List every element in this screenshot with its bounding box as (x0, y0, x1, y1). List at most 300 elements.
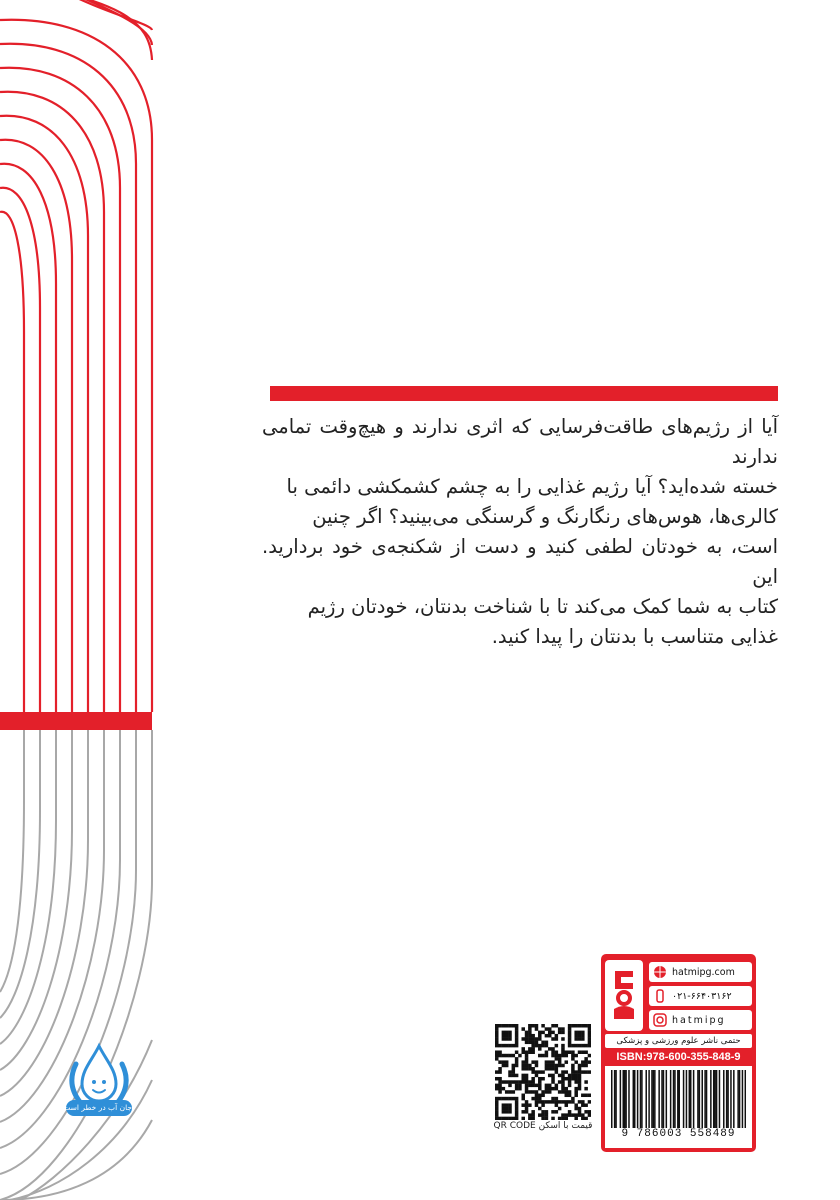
qr-module (588, 1031, 591, 1035)
qr-module (571, 1050, 575, 1054)
qr-module (508, 1097, 512, 1101)
qr-module (508, 1090, 512, 1094)
qr-module (528, 1050, 532, 1054)
barcode-bar (723, 1070, 725, 1128)
barcode-bar (686, 1070, 688, 1128)
barcode-bar (645, 1070, 647, 1128)
qr-module (515, 1103, 519, 1107)
qr-module (581, 1024, 585, 1028)
qr-module (502, 1117, 506, 1120)
qr-module (498, 1050, 502, 1054)
qr-module (512, 1070, 516, 1074)
qr-module (498, 1084, 502, 1088)
qr-module (578, 1044, 582, 1048)
qr-module (512, 1080, 516, 1084)
qr-module (495, 1057, 499, 1061)
qr-module (561, 1080, 565, 1084)
barcode-bar (640, 1070, 642, 1128)
barcode-bar (615, 1070, 617, 1128)
qr-module (508, 1031, 512, 1035)
qr-module (495, 1034, 499, 1038)
qr-module (502, 1024, 506, 1028)
qr-module (521, 1094, 525, 1098)
qr-module (535, 1084, 539, 1088)
qr-module (521, 1037, 525, 1041)
qr-module (498, 1077, 502, 1081)
qr-module (551, 1077, 555, 1081)
qr-module (584, 1103, 588, 1107)
qr-module (498, 1117, 502, 1120)
barcode-bar (726, 1070, 728, 1128)
qr-module (518, 1087, 522, 1091)
qr-module (495, 1097, 499, 1101)
barcode-bar (701, 1070, 703, 1128)
qr-module (531, 1034, 535, 1038)
qr-module (502, 1037, 506, 1041)
qr-module (505, 1037, 509, 1041)
grey-curve (0, 730, 40, 1018)
qr-caption: قیمت با اسکن QR CODE (493, 1121, 593, 1131)
qr-module (512, 1064, 516, 1068)
qr-module (548, 1031, 552, 1035)
qr-module (521, 1060, 525, 1064)
qr-module (538, 1113, 542, 1117)
qr-module (521, 1027, 525, 1031)
qr-module (578, 1077, 582, 1081)
qr-module (531, 1041, 535, 1045)
qr-module (502, 1097, 506, 1101)
red-curve (0, 140, 72, 712)
qr-module (584, 1024, 588, 1028)
qr-module (528, 1117, 532, 1120)
qr-module (512, 1117, 516, 1120)
qr-module (555, 1064, 559, 1068)
qr-module (528, 1064, 532, 1068)
qr-module (568, 1074, 572, 1078)
qr-module (515, 1074, 519, 1078)
barcode-bar (628, 1070, 630, 1128)
qr-module (561, 1047, 565, 1051)
qr-module (571, 1044, 575, 1048)
qr-module (581, 1100, 585, 1104)
qr-module (535, 1103, 539, 1107)
barcode-bar (670, 1070, 672, 1128)
qr-module (505, 1024, 509, 1028)
qr-module (515, 1060, 519, 1064)
qr-module (588, 1060, 591, 1064)
qr-module (545, 1060, 549, 1064)
qr-module (548, 1047, 552, 1051)
qr-module (568, 1084, 572, 1088)
qr-module (584, 1070, 588, 1074)
qr-module (505, 1110, 509, 1114)
qr-code[interactable] (495, 1024, 591, 1120)
qr-module (528, 1080, 532, 1084)
qr-module (548, 1034, 552, 1038)
qr-module (502, 1054, 506, 1058)
barcode-bar (719, 1070, 721, 1128)
qr-module (515, 1027, 519, 1031)
qr-module (568, 1110, 572, 1114)
qr-module (555, 1034, 559, 1038)
qr-module (508, 1054, 512, 1058)
grey-curve (0, 730, 24, 992)
barcode-bar (716, 1070, 718, 1128)
back-cover-blurb (262, 412, 778, 652)
qr-module (525, 1074, 529, 1078)
qr-module (521, 1103, 525, 1107)
qr-module (498, 1067, 502, 1071)
qr-module (551, 1050, 555, 1054)
qr-module (551, 1031, 555, 1035)
qr-module (545, 1041, 549, 1045)
qr-module (512, 1044, 516, 1048)
qr-module (545, 1113, 549, 1117)
qr-module (561, 1037, 565, 1041)
blurb-line: آیا از رژیم‌های طاقت‌فرسایی که اثری ندارند و هیچ‌وقت تمامی ندارند (262, 415, 778, 468)
publisher-instagram[interactable] (649, 1010, 752, 1030)
qr-module (555, 1050, 559, 1054)
qr-module (581, 1037, 585, 1041)
qr-module (538, 1034, 542, 1038)
qr-module (531, 1067, 535, 1071)
qr-code-pattern (495, 1024, 591, 1120)
qr-module (565, 1077, 569, 1081)
qr-module (548, 1027, 552, 1031)
qr-module (505, 1031, 509, 1035)
qr-module (515, 1084, 519, 1088)
qr-module (565, 1100, 569, 1104)
qr-module (541, 1070, 545, 1074)
qr-module (555, 1024, 559, 1028)
qr-module (558, 1057, 562, 1061)
qr-module (495, 1037, 499, 1041)
barcode-bar (737, 1070, 739, 1128)
blurb-line: غذایی متناسب با بدنتان را پیدا کنید. (491, 625, 778, 648)
barcode-bar (742, 1070, 744, 1128)
barcode-bar (651, 1070, 653, 1128)
qr-module (578, 1087, 582, 1091)
qr-module (515, 1097, 519, 1101)
qr-module (551, 1067, 555, 1071)
barcode-bar (634, 1070, 636, 1128)
qr-module (584, 1094, 588, 1098)
qr-module (521, 1110, 525, 1114)
qr-module (515, 1031, 519, 1035)
qr-module (495, 1027, 499, 1031)
qr-module (565, 1113, 569, 1117)
qr-module (545, 1064, 549, 1068)
qr-module (558, 1027, 562, 1031)
qr-module (525, 1034, 529, 1038)
qr-module (584, 1057, 588, 1061)
qr-module (508, 1070, 512, 1074)
qr-module (574, 1074, 578, 1078)
badge-text: جان آب در خطر است (63, 1103, 132, 1112)
qr-module (505, 1097, 509, 1101)
barcode-bar (706, 1070, 708, 1128)
qr-module (525, 1090, 529, 1094)
qr-module (565, 1103, 569, 1107)
barcode-bar (704, 1070, 706, 1128)
barcode (605, 1066, 752, 1148)
qr-module (538, 1087, 542, 1091)
qr-module (528, 1031, 532, 1035)
qr-module (528, 1024, 532, 1028)
qr-module (541, 1054, 545, 1058)
qr-module (581, 1113, 585, 1117)
qr-module (541, 1103, 545, 1107)
barcode-bar (745, 1070, 746, 1128)
grey-curve (0, 730, 152, 1200)
qr-module (574, 1077, 578, 1081)
qr-module (565, 1117, 569, 1120)
qr-module (574, 1107, 578, 1111)
qr-module (535, 1074, 539, 1078)
qr-module (565, 1060, 569, 1064)
red-curve (0, 20, 152, 712)
qr-module (581, 1034, 585, 1038)
qr-module (558, 1117, 562, 1120)
qr-module (502, 1080, 506, 1084)
qr-module (531, 1113, 535, 1117)
qr-module (558, 1060, 562, 1064)
qr-module (584, 1080, 588, 1084)
barcode-bar (624, 1070, 626, 1128)
phone-icon (652, 988, 668, 1004)
qr-module (584, 1044, 588, 1048)
qr-module (521, 1047, 525, 1051)
qr-module (574, 1087, 578, 1091)
qr-module (571, 1054, 575, 1058)
qr-module (512, 1074, 516, 1078)
qr-module (531, 1037, 535, 1041)
qr-module (515, 1024, 519, 1028)
barcode-bar (614, 1070, 616, 1128)
hatmi-logo-icon (605, 960, 643, 1031)
qr-module (505, 1103, 509, 1107)
barcode-bar (625, 1070, 627, 1128)
qr-module (574, 1044, 578, 1048)
qr-module (584, 1050, 588, 1054)
qr-module (525, 1080, 529, 1084)
qr-module (538, 1097, 542, 1101)
barcode-bar (622, 1070, 624, 1128)
qr-module (538, 1037, 542, 1041)
qr-module (528, 1027, 532, 1031)
blurb-line: است، به خودتان لطفی کنید و دست از شکنجه‌ی خود بردارید. این (262, 535, 778, 588)
qr-module (545, 1100, 549, 1104)
instagram-icon (652, 1012, 668, 1028)
barcode-bar (661, 1070, 663, 1128)
blurb-line: کالری‌ها، هوس‌های رنگارنگ و گرسنگی می‌بینید؟ اگر چنین (312, 505, 778, 528)
qr-module (548, 1084, 552, 1088)
red-curve (0, 116, 88, 712)
qr-module (521, 1097, 525, 1101)
qr-module (512, 1067, 516, 1071)
qr-module (581, 1044, 585, 1048)
qr-module (525, 1031, 529, 1035)
qr-module (548, 1074, 552, 1078)
qr-module (502, 1044, 506, 1048)
qr-module (578, 1064, 582, 1068)
qr-module (512, 1054, 516, 1058)
qr-module (561, 1084, 565, 1088)
publisher-panel (601, 954, 756, 1152)
qr-module (531, 1090, 535, 1094)
qr-module (515, 1034, 519, 1038)
qr-module (574, 1060, 578, 1064)
qr-module (561, 1031, 565, 1035)
qr-module (548, 1060, 552, 1064)
qr-module (581, 1094, 585, 1098)
qr-module (528, 1067, 532, 1071)
qr-module (535, 1100, 539, 1104)
qr-module (531, 1097, 535, 1101)
qr-module (551, 1087, 555, 1091)
barcode-bar (739, 1070, 741, 1128)
qr-module (521, 1050, 525, 1054)
barcode-bar (653, 1070, 655, 1128)
qr-module (528, 1047, 532, 1051)
qr-module (525, 1037, 529, 1041)
qr-module (525, 1050, 529, 1054)
qr-module (521, 1074, 525, 1078)
qr-module (535, 1097, 539, 1101)
qr-module (521, 1077, 525, 1081)
qr-module (535, 1044, 539, 1048)
qr-module (565, 1094, 569, 1098)
qr-module (525, 1077, 529, 1081)
qr-module (578, 1084, 582, 1088)
barcode-bar (679, 1070, 681, 1128)
qr-module (551, 1064, 555, 1068)
qr-module (561, 1087, 565, 1091)
qr-module (545, 1084, 549, 1088)
qr-module (502, 1064, 506, 1068)
publisher-phone[interactable] (649, 986, 752, 1006)
qr-module (495, 1054, 499, 1058)
qr-module (541, 1031, 545, 1035)
qr-module (578, 1067, 582, 1071)
qr-module (568, 1037, 572, 1041)
qr-module (568, 1041, 572, 1045)
red-curve (0, 212, 24, 712)
qr-module (548, 1067, 552, 1071)
qr-module (555, 1067, 559, 1071)
qr-module (565, 1054, 569, 1058)
qr-module (578, 1080, 582, 1084)
qr-module (545, 1117, 549, 1120)
qr-module (531, 1110, 535, 1114)
qr-module (495, 1041, 499, 1045)
qr-module (571, 1077, 575, 1081)
qr-module (508, 1080, 512, 1084)
qr-module (565, 1087, 569, 1091)
qr-module (535, 1094, 539, 1098)
qr-module (574, 1113, 578, 1117)
qr-module (505, 1080, 509, 1084)
qr-module (578, 1070, 582, 1074)
qr-module (571, 1113, 575, 1117)
qr-module (538, 1077, 542, 1081)
barcode-bar (689, 1070, 691, 1128)
qr-module (498, 1054, 502, 1058)
qr-module (508, 1024, 512, 1028)
qr-module (555, 1087, 559, 1091)
barcode-bar (611, 1070, 613, 1128)
barcode-bar (648, 1070, 650, 1128)
qr-module (555, 1084, 559, 1088)
qr-module (505, 1054, 509, 1058)
qr-module (558, 1100, 562, 1104)
barcode-bar (690, 1070, 692, 1128)
barcode-bar (677, 1070, 679, 1128)
qr-module (541, 1024, 545, 1028)
qr-module (568, 1090, 572, 1094)
qr-module (551, 1024, 555, 1028)
qr-module (588, 1024, 591, 1028)
qr-module (541, 1090, 545, 1094)
barcode-bar (633, 1070, 635, 1128)
qr-module (541, 1077, 545, 1081)
barcode-bar (673, 1070, 675, 1128)
qr-module (588, 1027, 591, 1031)
qr-module (531, 1070, 535, 1074)
qr-module (508, 1074, 512, 1078)
qr-module (558, 1107, 562, 1111)
barcode-digits: 9 786003 558489 (621, 1128, 736, 1140)
red-curve (0, 0, 152, 30)
qr-module (495, 1100, 499, 1104)
qr-module (548, 1064, 552, 1068)
qr-module (538, 1031, 542, 1035)
qr-module (555, 1037, 559, 1041)
qr-module (551, 1097, 555, 1101)
publisher-website[interactable] (649, 962, 752, 982)
qr-module (578, 1107, 582, 1111)
qr-module (525, 1087, 529, 1091)
qr-module (584, 1110, 588, 1114)
qr-module (515, 1041, 519, 1045)
qr-module (565, 1070, 569, 1074)
qr-module (578, 1024, 582, 1028)
qr-module (521, 1067, 525, 1071)
qr-module (495, 1024, 499, 1028)
barcode-bar (714, 1070, 716, 1128)
qr-module (545, 1050, 549, 1054)
qr-module (515, 1044, 519, 1048)
qr-module (551, 1080, 555, 1084)
qr-module (515, 1087, 519, 1091)
qr-module (561, 1054, 565, 1058)
qr-module (545, 1054, 549, 1058)
qr-module (574, 1070, 578, 1074)
red-band (0, 712, 152, 730)
barcode-bar (710, 1070, 712, 1128)
qr-module (535, 1041, 539, 1045)
qr-module (495, 1117, 499, 1120)
qr-module (574, 1034, 578, 1038)
blurb-line: خسته شده‌اید؟ آیا رژیم غذایی را به چشم کشمکشی دائمی با (286, 475, 778, 498)
qr-module (584, 1087, 588, 1091)
qr-module (551, 1117, 555, 1120)
qr-module (555, 1097, 559, 1101)
grey-curve (0, 730, 56, 1044)
barcode-bar (699, 1070, 701, 1128)
qr-module (525, 1084, 529, 1088)
qr-module (505, 1064, 509, 1068)
